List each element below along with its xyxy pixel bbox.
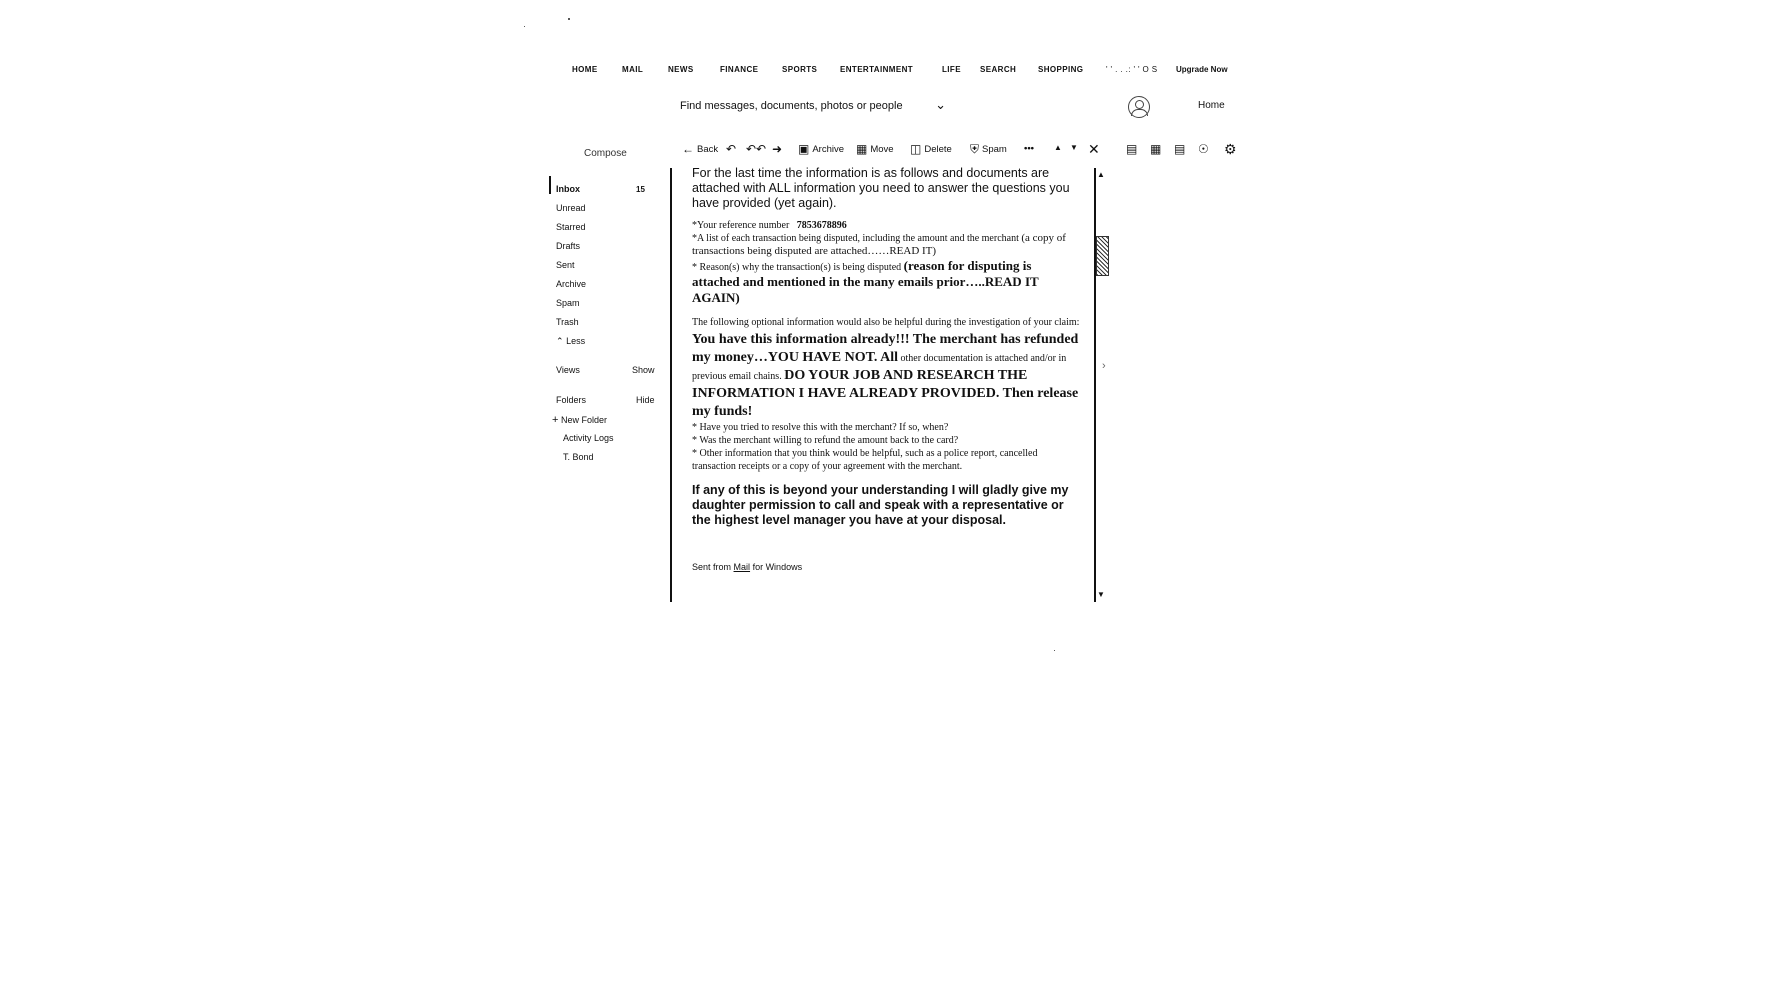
nav-home[interactable]: HOME xyxy=(572,64,598,74)
caret-down-icon: ▼ xyxy=(1070,143,1078,152)
chevron-down-icon[interactable]: ⌄ xyxy=(935,97,946,112)
sidebar-item-unread[interactable]: Unread xyxy=(556,203,586,213)
reference-label: *Your reference number xyxy=(692,220,790,231)
message-pane-border-left xyxy=(670,168,672,602)
scroll-down-arrow-icon[interactable]: ▼ xyxy=(1097,590,1105,599)
nav-entertainment[interactable]: ENTERTAINMENT xyxy=(840,64,914,74)
optional-info-reply: You have this information already!!! The merchant has refunded my money…YOU HAVE NOT. All xyxy=(692,332,1079,365)
list-item-resolve: * Have you tried to resolve this with the merchant? If so, when? xyxy=(692,422,949,433)
upgrade-now-link[interactable]: Upgrade Now xyxy=(1176,64,1228,74)
optional-info-intro: The following optional information would also be helpful during the investigation of your claim: xyxy=(692,317,1080,328)
sidebar-item-trash[interactable]: Trash xyxy=(556,317,579,327)
message-body xyxy=(692,166,1080,572)
sidebar-item-sent[interactable]: Sent xyxy=(556,260,575,270)
move-label: Move xyxy=(870,143,894,155)
new-folder-label: New Folder xyxy=(560,415,607,425)
archive-button[interactable] xyxy=(798,143,844,155)
scroll-up-arrow-icon[interactable]: ▲ xyxy=(1097,170,1105,179)
nav-finance[interactable]: FINANCE xyxy=(720,64,759,74)
sidebar-item-inbox[interactable]: Inbox xyxy=(556,184,580,194)
reference-number: 7853678896 xyxy=(796,220,847,231)
nav-shopping[interactable]: SHOPPING xyxy=(1038,64,1084,74)
contact-card-icon: ▤ xyxy=(1126,142,1138,156)
folder-activity-logs[interactable]: Activity Logs xyxy=(563,433,614,443)
settings-button[interactable] xyxy=(1224,141,1237,158)
calendar-button[interactable] xyxy=(1150,143,1161,155)
views-label: Views xyxy=(556,365,580,375)
archive-icon: ▣ xyxy=(798,142,810,156)
sidebar-item-drafts[interactable]: Drafts xyxy=(556,241,581,251)
calendar-icon: ▦ xyxy=(1150,142,1162,156)
messenger-icon: ☉ xyxy=(1198,142,1209,156)
optional-info-documentation: other documentation is attached and/or in previous email chains. xyxy=(692,353,1067,382)
list-item-refund: * Was the merchant willing to refund the amount back to the card? xyxy=(692,435,959,446)
sidebar-item-spam[interactable]: Spam xyxy=(556,298,580,308)
list-item-reason: * Reason(s) why the transaction(s) is being disputed xyxy=(692,262,902,273)
messenger-button[interactable] xyxy=(1198,143,1209,155)
spam-label: Spam xyxy=(982,143,1007,155)
nav-partial-item[interactable]: ' ' . . .: ' ' O S xyxy=(1106,64,1158,74)
spam-button[interactable] xyxy=(970,143,1007,155)
inbox-count-badge: 15 xyxy=(636,185,645,194)
forward-icon: ➜ xyxy=(772,142,783,156)
scan-speck xyxy=(524,26,525,27)
top-navigation xyxy=(560,62,1240,76)
scan-speck xyxy=(1054,650,1055,651)
sidebar-item-archive[interactable]: Archive xyxy=(556,279,587,289)
new-folder-button[interactable] xyxy=(552,414,607,426)
nav-search[interactable]: SEARCH xyxy=(980,64,1017,74)
delete-label: Delete xyxy=(924,143,952,155)
nav-mail[interactable]: MAIL xyxy=(622,64,644,74)
sidebar-item-starred[interactable]: Starred xyxy=(556,222,586,232)
folder-t-bond[interactable]: T. Bond xyxy=(563,452,594,462)
reply-button[interactable] xyxy=(726,143,736,155)
avatar[interactable] xyxy=(1128,96,1150,118)
forward-button[interactable] xyxy=(772,143,782,155)
nav-life[interactable]: LIFE xyxy=(942,64,961,74)
reply-all-icon: ↶↶ xyxy=(746,142,767,156)
back-button[interactable] xyxy=(682,143,718,155)
contacts-button[interactable] xyxy=(1126,143,1137,155)
sidebar-item-less[interactable] xyxy=(556,336,585,347)
less-label: Less xyxy=(566,336,586,346)
folders-hide-button[interactable]: Hide xyxy=(636,395,655,405)
optional-info-demand: DO YOUR JOB AND RESEARCH THE INFORMATION I HAVE ALREADY PROVIDED. Then release my funds! xyxy=(692,368,1079,419)
folders-label: Folders xyxy=(556,395,587,405)
plus-icon: + xyxy=(552,414,559,426)
previous-message-button[interactable] xyxy=(1054,143,1062,152)
signature-line xyxy=(692,562,1080,572)
home-link[interactable]: Home xyxy=(1198,100,1225,111)
active-folder-indicator xyxy=(549,176,551,194)
notepad-icon: ▤ xyxy=(1174,142,1186,156)
next-message-button[interactable] xyxy=(1070,143,1078,152)
close-button[interactable] xyxy=(1088,141,1100,158)
nav-sports[interactable]: SPORTS xyxy=(782,64,818,74)
folder-move-icon: ▦ xyxy=(856,142,868,156)
scan-speck xyxy=(568,18,570,20)
notepad-button[interactable] xyxy=(1174,143,1185,155)
search-input[interactable] xyxy=(672,98,948,116)
chevron-up-icon: ⌃ xyxy=(556,336,564,346)
list-item-other-info: * Other information that you think would be helpful, such as a police report, cancelled transaction receipts or a copy of your agreement with the merchant. xyxy=(692,448,1038,472)
list-item-transactions: *A list of each transaction being disputed, including the amount and the merchant xyxy=(692,233,1019,244)
reply-all-button[interactable] xyxy=(746,143,766,155)
sent-from-label: Sent from xyxy=(692,562,732,572)
message-closing: If any of this is beyond your understanding I will gladly give my daughter permission to call and speak with a representative or the highest level manager you have at your disposal. xyxy=(692,483,1069,527)
shield-icon: ⛨ xyxy=(970,142,980,156)
scrollbar-thumb[interactable] xyxy=(1096,236,1109,276)
archive-label: Archive xyxy=(812,143,845,155)
close-icon: ✕ xyxy=(1088,141,1100,157)
move-button[interactable] xyxy=(856,143,894,155)
search-placeholder: Find messages, documents, photos or people xyxy=(680,100,903,112)
nav-news[interactable]: NEWS xyxy=(668,64,694,74)
delete-button[interactable] xyxy=(910,143,952,155)
list-item-reason-note: (reason for disputing is attached and mentioned in the many emails prior…..READ IT AGAIN) xyxy=(692,258,1039,305)
arrow-left-icon: ← xyxy=(682,142,694,156)
mail-app-link[interactable]: Mail xyxy=(733,562,751,572)
trash-icon: ◫ xyxy=(910,142,922,156)
compose-button[interactable]: Compose xyxy=(584,148,627,159)
message-pane-border-right xyxy=(1094,168,1096,602)
views-show-button[interactable]: Show xyxy=(632,365,655,375)
reply-icon: ↶ xyxy=(726,142,737,156)
chevron-right-icon[interactable]: › xyxy=(1102,360,1106,372)
message-paragraph-intro: For the last time the information is as follows and documents are attached with ALL information you need to answer the questions you have provided (yet again). xyxy=(692,166,1070,210)
sent-for-windows-label: for Windows xyxy=(752,562,803,572)
gear-icon: ⚙ xyxy=(1224,141,1237,157)
caret-up-icon: ▲ xyxy=(1054,143,1062,152)
back-label: Back xyxy=(697,143,719,155)
message-toolbar xyxy=(680,143,1240,159)
list-item-transactions-note: (a copy of transactions being disputed are attached……READ IT) xyxy=(692,232,1066,257)
more-button[interactable]: ••• xyxy=(1024,143,1034,154)
